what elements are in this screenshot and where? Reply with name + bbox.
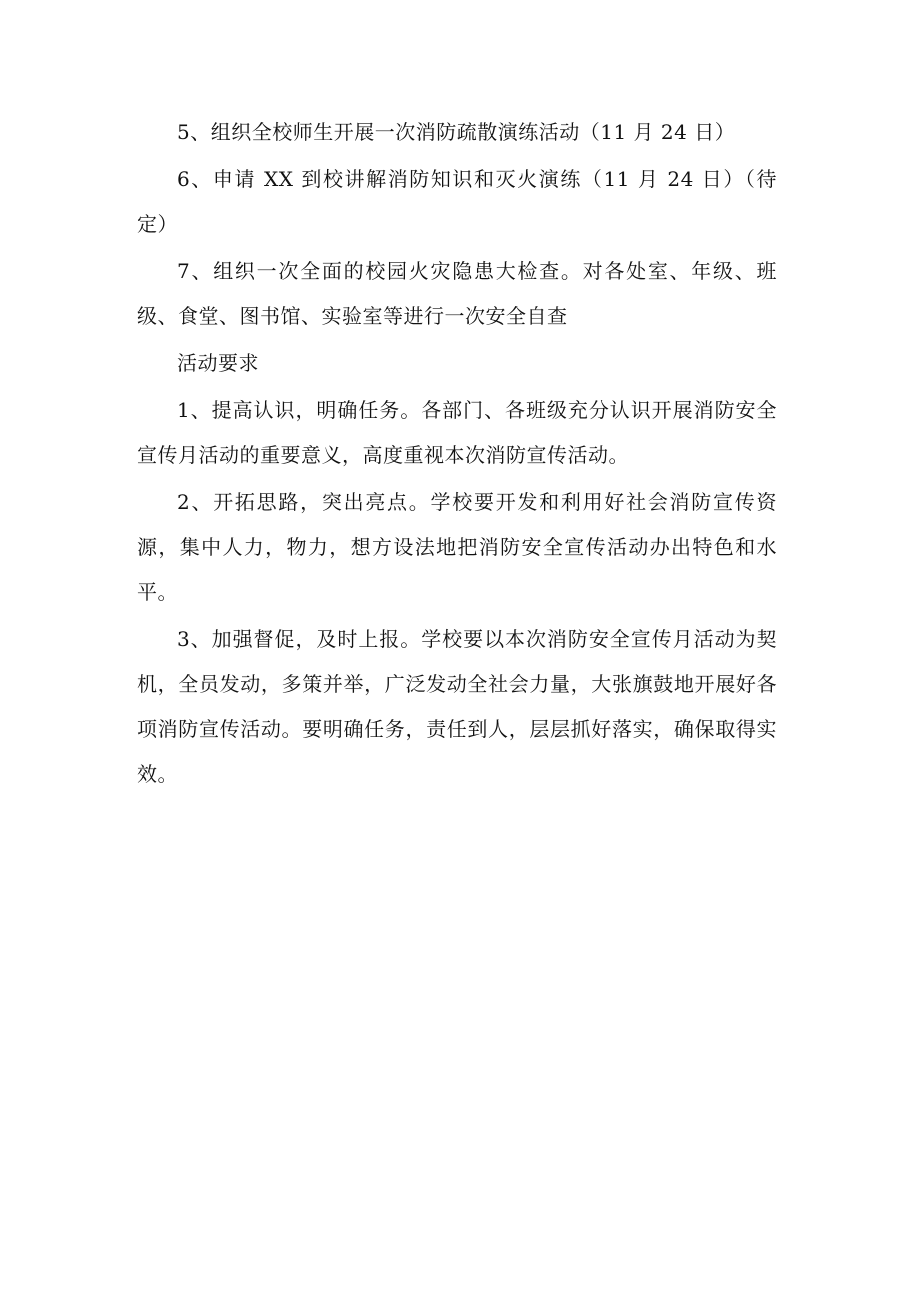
requirement-item-1: 1、提高认识，明确任务。各部门、各班级充分认识开展消防安全宣传月活动的重要意义，高度重视本次消防宣传活动。 <box>137 398 777 467</box>
requirement-item-3: 3、加强督促，及时上报。学校要以本次消防安全宣传月活动为契机，全员发动，多策并举，广泛发动全社会力量，大张旗鼓地开展好各项消防宣传活动。要明确任务，责任到人，层层抓好落实，确保取得实效。 <box>137 627 777 786</box>
document-body <box>137 110 777 799</box>
paragraph-item-6: 6、申请 XX 到校讲解消防知识和灭火演练（11 月 24 日）（待定） <box>137 167 777 236</box>
paragraph-item-5: 5、组织全校师生开展一次消防疏散演练活动（11 月 24 日） <box>177 120 736 144</box>
section-heading: 活动要求 <box>177 351 259 375</box>
requirement-item-2: 2、开拓思路，突出亮点。学校要开发和利用好社会消防宣传资源，集中人力，物力，想方设法地把消防安全宣传活动办出特色和水平。 <box>137 490 777 604</box>
paragraph-item-7: 7、组织一次全面的校园火灾隐患大检查。对各处室、年级、班级、食堂、图书馆、实验室等进行一次安全自查 <box>137 259 777 328</box>
